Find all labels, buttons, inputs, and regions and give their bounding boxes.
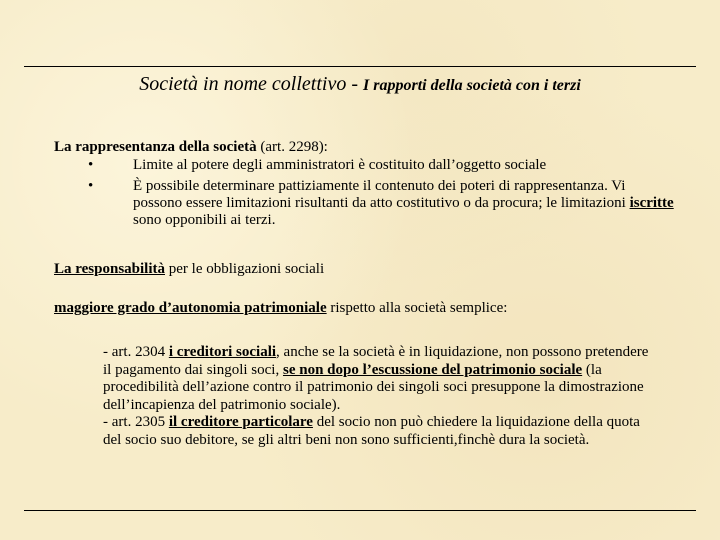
liability-line bbox=[54, 261, 324, 278]
articles-details bbox=[103, 344, 655, 449]
article-2305-prefix: - art. 2305 bbox=[103, 414, 169, 430]
title-main: Società in nome collettivo - bbox=[139, 73, 364, 95]
slide-title bbox=[0, 71, 720, 99]
autonomy-text: rispetto alla società semplice: bbox=[326, 300, 508, 316]
representation-article: (art. 2298): bbox=[256, 139, 328, 155]
bullet-text: È possibile determinare pattiziamente il contenuto dei poteri di rappresentanza. Vi possono essere limitazioni risultanti da atto costitutivo o da procura; le limitazioni bbox=[133, 178, 630, 211]
autonomy-line bbox=[54, 300, 507, 317]
article-2304-text-end: (la procedibilità dell’azione contro il patrimonio dei singoli soci presuppone la dimostrazione dell’incapienza del patrimonio sociale). bbox=[103, 361, 644, 413]
article-2304-bold-escussione: se non dopo l’escussione del patrimonio sociale bbox=[282, 361, 583, 378]
representation-label: La rappresentanza della società bbox=[54, 139, 257, 155]
bullet-symbol: • bbox=[88, 178, 94, 194]
representation-bullets bbox=[54, 157, 674, 233]
representation-heading bbox=[54, 139, 328, 156]
top-divider bbox=[24, 66, 696, 67]
title-subtitle: I rapporti della società con i terzi bbox=[363, 77, 581, 94]
article-2305-text: del socio non può chiedere la liquidazione della quota del socio suo debitore, se gli altri beni non sono sufficienti,finchè dura la società. bbox=[103, 414, 640, 448]
article-2304-bold-creditors: i creditori sociali bbox=[168, 344, 277, 360]
article-2304-paragraph bbox=[103, 344, 655, 414]
liability-label: La responsabilità bbox=[54, 261, 165, 277]
bullet-emphasis: iscritte bbox=[629, 195, 674, 211]
bullet-text: Limite al potere degli amministratori è costituito dall’oggetto sociale bbox=[133, 157, 547, 173]
article-2304-text: , anche se la società è in liquidazione, non possono pretendere il pagamento dai singoli soci, bbox=[103, 344, 649, 378]
liability-text: per le obbligazioni sociali bbox=[165, 261, 325, 277]
bullet-text-end: sono opponibili ai terzi. bbox=[133, 212, 276, 228]
bottom-divider bbox=[24, 510, 696, 511]
autonomy-label: maggiore grado d’autonomia patrimoniale bbox=[54, 300, 327, 316]
article-2305-paragraph bbox=[103, 414, 655, 449]
bullet-item bbox=[54, 178, 674, 229]
article-2305-bold: il creditore particolare bbox=[168, 414, 313, 430]
article-2304-prefix: - art. 2304 bbox=[103, 344, 169, 360]
bullet-item bbox=[54, 157, 674, 174]
bullet-symbol: • bbox=[88, 157, 94, 173]
